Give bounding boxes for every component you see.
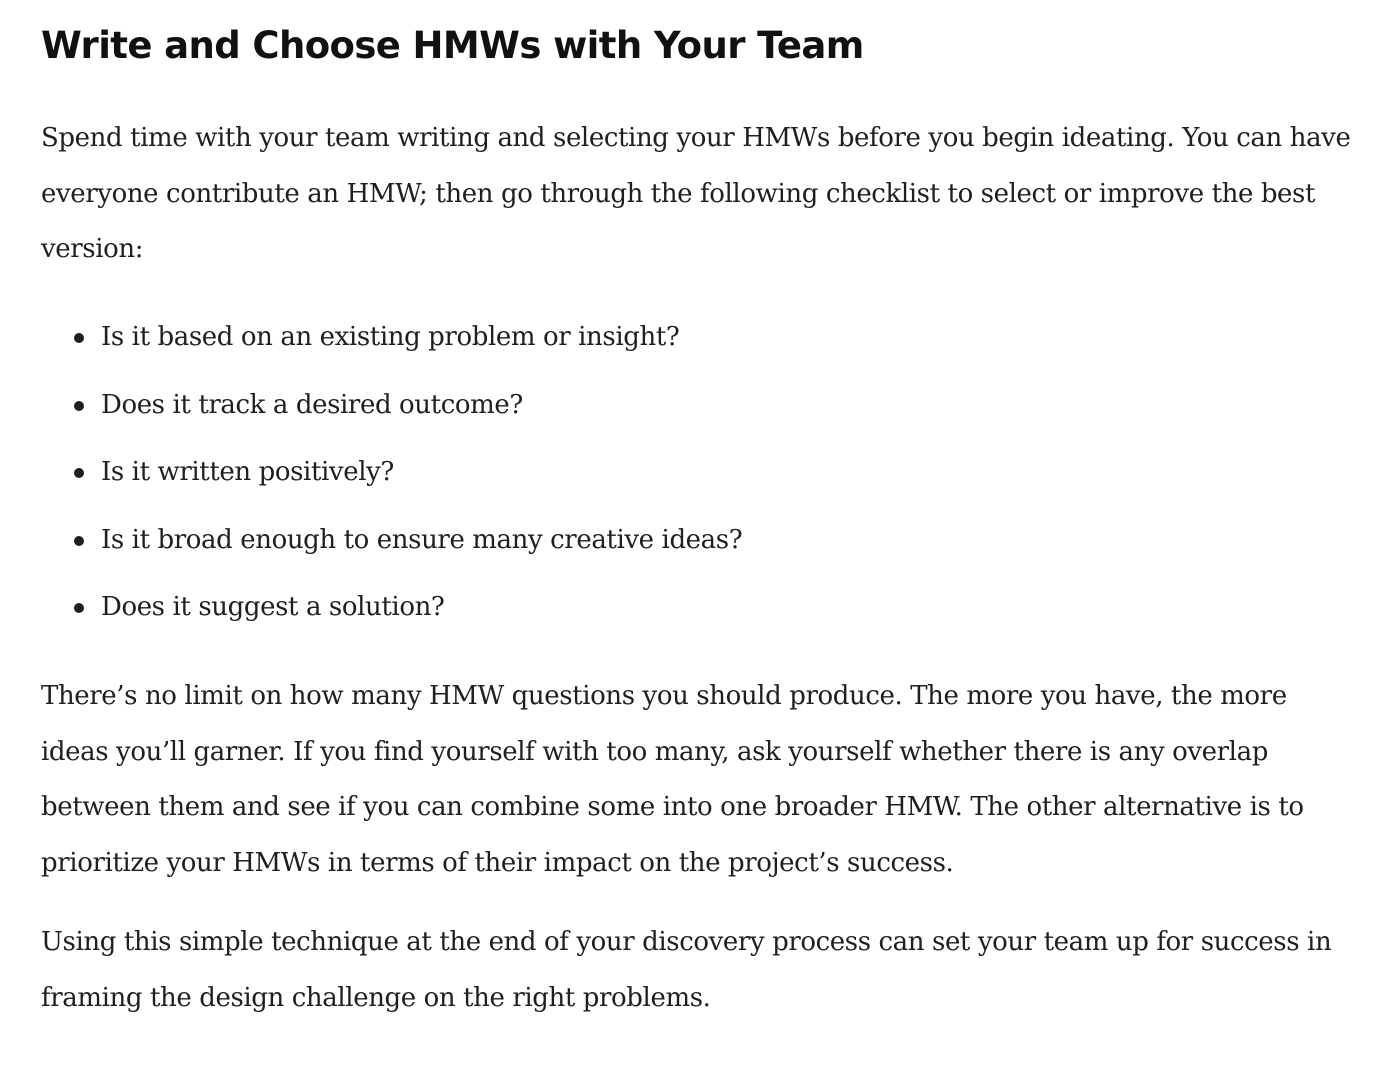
body-paragraph-limit: There’s no limit on how many HMW questions you should produce. The more you have, the more ideas you’ll garner. If you find yourself with too many, ask yourself whether there is any overlap between them and see if you can combine some into one broader HMW. The other alternative is to prioritize your HMWs in terms of their impact on the project’s success.: [41, 681, 1304, 878]
hmw-checklist: [41, 310, 1351, 648]
body-paragraph-conclusion: Using this simple technique at the end of your discovery process can set your team up for success in framing the design challenge on the right problems.: [41, 927, 1332, 1013]
list-item-text: Does it suggest a solution?: [101, 592, 445, 622]
list-item-text: Is it broad enough to ensure many creative ideas?: [101, 524, 743, 555]
bullet-icon: [74, 603, 84, 613]
list-item-text: Does it track a desired outcome?: [101, 389, 523, 420]
list-item: [41, 378, 1351, 446]
bullet-icon: [74, 333, 84, 343]
bullet-icon: [74, 401, 84, 411]
list-item: [41, 513, 1351, 581]
list-item: [41, 580, 1351, 648]
list-item-text: Is it written positively?: [101, 457, 394, 487]
list-item: [41, 310, 1351, 378]
section-heading: Write and Choose HMWs with Your Team: [41, 24, 864, 67]
list-item-text: Is it based on an existing problem or insight?: [101, 322, 680, 352]
list-item: [41, 445, 1351, 513]
bullet-icon: [74, 536, 84, 546]
intro-paragraph: Spend time with your team writing and selecting your HMWs before you begin ideating. You can have everyone contribute an HMW; then go through the following checklist to select or improve the best version:: [41, 123, 1351, 264]
bullet-icon: [74, 468, 84, 478]
